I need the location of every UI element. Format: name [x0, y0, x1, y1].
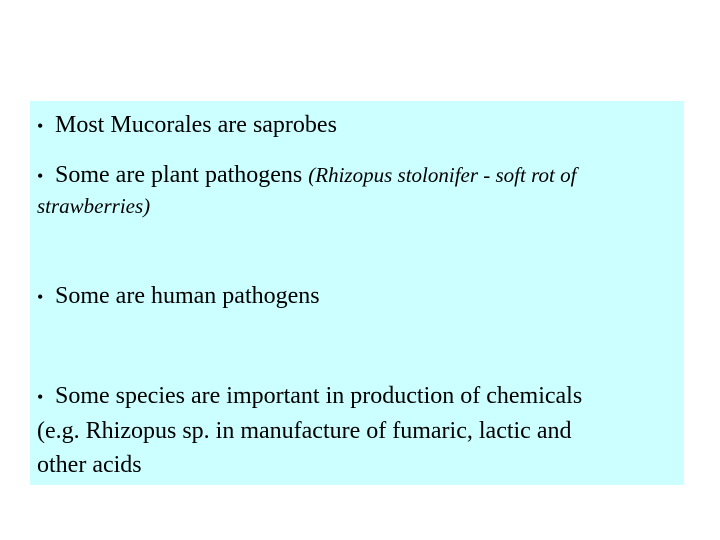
bullet-text: Some are human pathogens	[55, 283, 320, 309]
species-note-continuation: strawberries)	[37, 194, 151, 218]
bullet-marker: •	[37, 387, 44, 407]
bullet-item-human-pathogens	[37, 279, 674, 314]
bullet-text: Some are plant pathogens	[55, 162, 303, 188]
bullet-line-3: other acids	[37, 452, 142, 478]
bullet-item-plant-pathogens	[37, 158, 674, 221]
bullet-marker: •	[37, 116, 44, 136]
bullet-item-chemicals	[37, 379, 674, 482]
bullet-marker: •	[37, 287, 44, 307]
species-note: (Rhizopus stolonifer - soft rot of	[308, 163, 577, 187]
bullet-text: Most Mucorales are saprobes	[55, 112, 337, 138]
bullet-marker: •	[37, 166, 44, 186]
bullet-line-2: (e.g. Rhizopus sp. in manufacture of fumaric, lactic and	[37, 418, 572, 444]
bullet-line-1	[37, 379, 674, 414]
bullet-item-saprobes	[37, 108, 674, 143]
bullet-text: Some species are important in production of chemicals	[55, 383, 583, 409]
content-text-box	[30, 101, 684, 485]
